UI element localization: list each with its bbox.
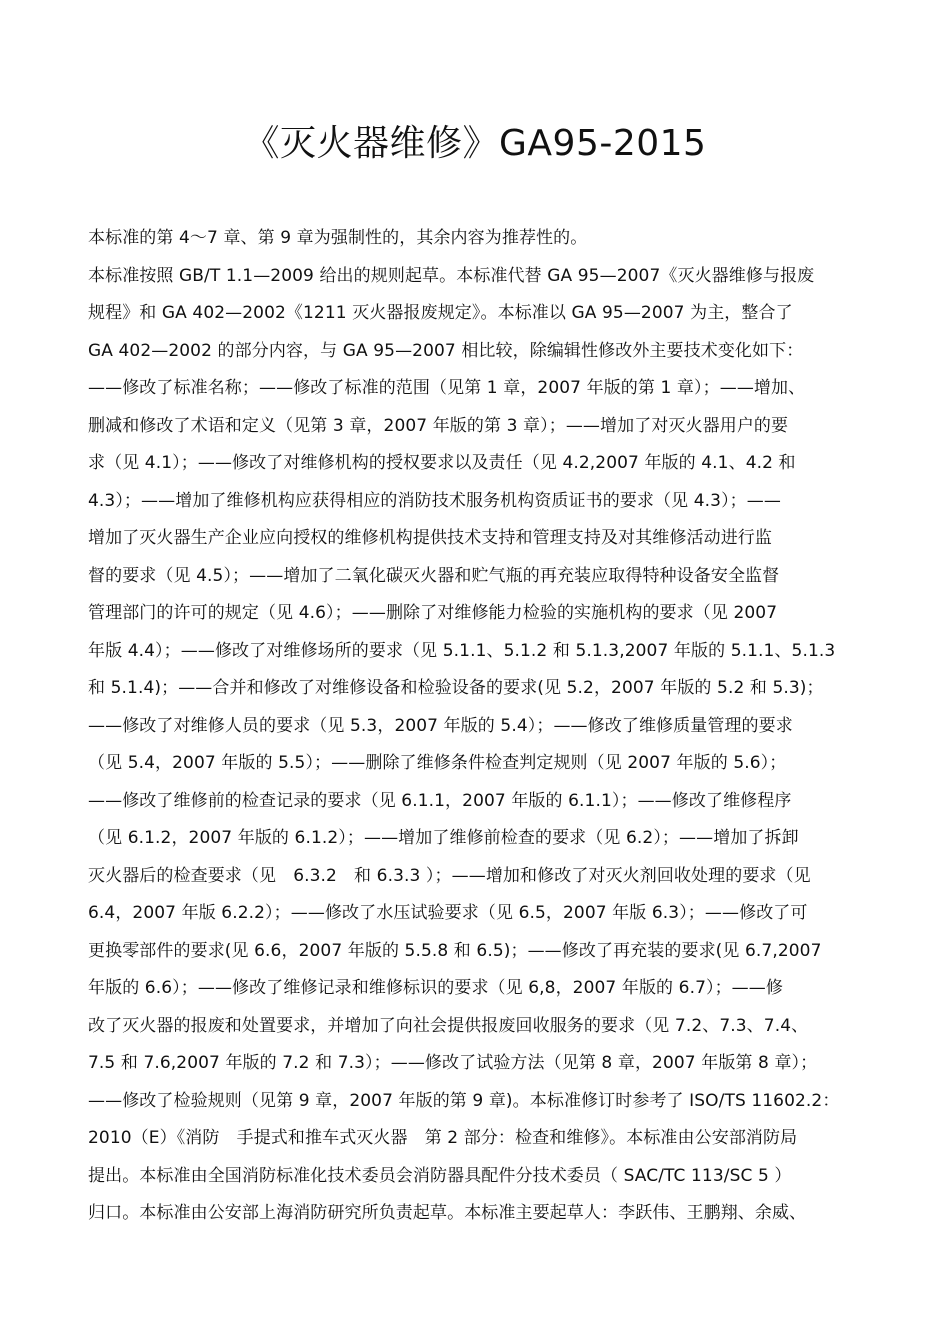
text-line: 本标准按照 GB/T 1.1—2009 给出的规则起草。本标准代替 GA 95—2007《灭火器维修与报废 bbox=[88, 265, 815, 286]
text-line: 年版的 6.6）；——修改了维修记录和维修标识的要求（见 6,8，2007 年版的 6.7）；——修 bbox=[88, 978, 783, 998]
document-title: 《灭火器维修》GA95-2015 bbox=[243, 123, 707, 165]
text-line: 年版 4.4）；——修改了对维修场所的要求（见 5.1.1、5.1.2 和 5.1.3,2007 年版的 5.1.1、5.1.3 bbox=[88, 640, 836, 661]
text-line: （见 6.1.2，2007 年版的 6.1.2）；——增加了维修前检查的要求（见 6.2）；——增加了拆卸 bbox=[88, 828, 799, 848]
text-line: 6.4，2007 年版 6.2.2）；——修改了水压试验要求（见 6.5，2007 年版 6.3）；——修改了可 bbox=[88, 903, 808, 923]
text-line: ——修改了检验规则（见第 9 章，2007 年版的第 9 章)。本标准修订时参考了 ISO/TS 11602.2： bbox=[88, 1090, 840, 1111]
text-line: 更换零部件的要求(见 6.6，2007 年版的 5.5.8 和 6.5)；——修改了再充装的要求(见 6.7,2007 bbox=[88, 940, 822, 961]
text-line: ——修改了标准名称；——修改了标准的范围（见第 1 章，2007 年版的第 1 章）；——增加、 bbox=[88, 378, 806, 398]
text-line: ——修改了对维修人员的要求（见 5.3，2007 年版的 5.4）；——修改了维修质量管理的要求 bbox=[88, 715, 793, 736]
text-line: GA 402—2002 的部分内容，与 GA 95—2007 相比较，除编辑性修改外主要技术变化如下： bbox=[88, 340, 804, 361]
document-body bbox=[88, 220, 878, 1233]
text-line: 管理部门的许可的规定（见 4.6）；——删除了对维修能力检验的实施机构的要求（见 2007 bbox=[88, 603, 778, 623]
text-line: 和 5.1.4)；——合并和修改了对维修设备和检验设备的要求(见 5.2，2007 年版的 5.2 和 5.3)； bbox=[88, 678, 824, 698]
text-line: （见 5.4，2007 年版的 5.5）；——删除了维修条件检查判定规则（见 2007 年版的 5.6）； bbox=[88, 753, 787, 773]
text-line: 7.5 和 7.6,2007 年版的 7.2 和 7.3）；——修改了试验方法（见第 8 章，2007 年版第 8 章）； bbox=[88, 1053, 818, 1073]
text-line: 提出。本标准由全国消防标准化技术委员会消防器具配件分技术委员（ SAC/TC 113/SC 5 ） bbox=[88, 1165, 792, 1186]
text-line: ——修改了维修前的检查记录的要求（见 6.1.1，2007 年版的 6.1.1）；——修改了维修程序 bbox=[88, 790, 792, 811]
text-line: 4.3）；——增加了维修机构应获得相应的消防技术服务机构资质证书的要求（见 4.3）；—— bbox=[88, 490, 781, 511]
text-line: 删减和修改了术语和定义（见第 3 章，2007 年版的第 3 章）；——增加了对灭火器用户的要 bbox=[88, 415, 789, 436]
text-line: 本标准的第 4～7 章、第 9 章为强制性的，其余内容为推荐性的。 bbox=[88, 228, 588, 248]
text-line: 灭火器后的检查要求（见 6.3.2 和 6.3.3 ）；——增加和修改了对灭火剂回收处理的要求（见 bbox=[88, 865, 811, 886]
text-line: 督的要求（见 4.5）；——增加了二氧化碳灭火器和贮气瓶的再充装应取得特种设备安全监督 bbox=[88, 565, 780, 586]
text-line: 归口。本标准由公安部上海消防研究所负责起草。本标准主要起草人：李跃伟、王鹏翔、余威、 bbox=[88, 1203, 807, 1223]
text-line: 改了灭火器的报废和处置要求，并增加了向社会提供报废回收服务的要求（见 7.2、7.3、7.4、 bbox=[88, 1015, 809, 1036]
text-line: 规程》和 GA 402—2002《1211 灭火器报废规定》。本标准以 GA 95—2007 为主，整合了 bbox=[88, 303, 793, 323]
text-line: 增加了灭火器生产企业应向授权的维修机构提供技术支持和管理支持及对其维修活动进行监 bbox=[88, 528, 772, 548]
text-line: 求（见 4.1）；——修改了对维修机构的授权要求以及责任（见 4.2,2007 年版的 4.1、4.2 和 bbox=[88, 453, 796, 473]
text-line: 2010（E）《消防 手提式和推车式灭火器 第 2 部分：检查和维修》。本标准由公安部消防局 bbox=[88, 1128, 798, 1148]
